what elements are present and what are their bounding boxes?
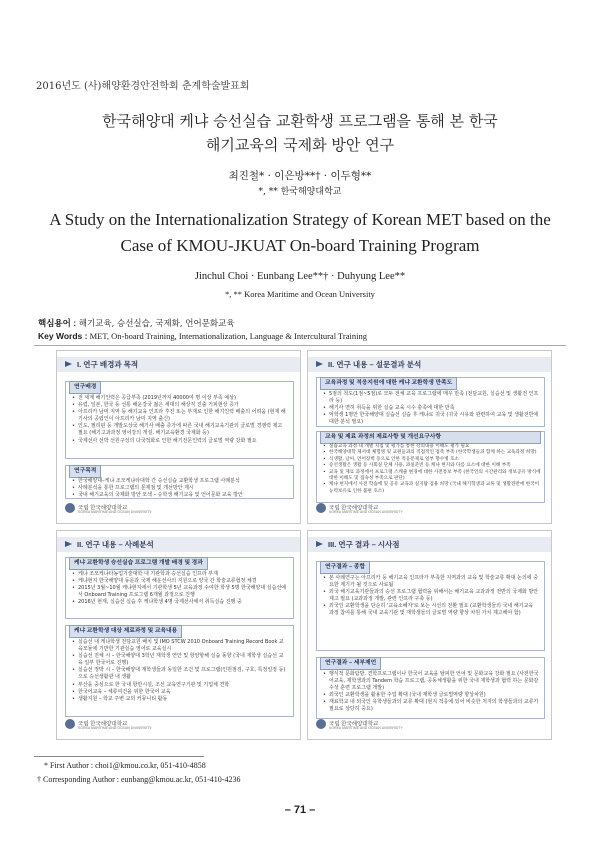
korean-title-line-1: 한국해양대 케냐 승선실습 교환학생 프로그램을 통해 본 한국 [102,112,498,130]
section-results-summary [316,561,545,651]
list-item: • 실습선 정박 시 – 한국해양대 재학생들과 동일한 조건 및 프로그램(인원점검, 구호, 특정일정 등)으로 승선생활관 내 생활 [72,667,288,681]
university-logo [65,503,152,517]
list-item: • 한국해양대학 제서대 체험병 및 교원들과의 직접적인 접촉 부족 (한국학생들과 함께 하는 교육과정 희망) [323,450,541,456]
section-header: 연구목적 [69,465,101,478]
keywords-english-label: Key Words : [38,331,88,341]
list-item: • 부산을 중심으로 한 국내 항만시설, 조선 교육연구기관 및 기업체 견학 [72,682,288,689]
korean-authors: 최진철* · 이은방**† · 이두형** [228,170,372,182]
keywords-korean-label: 핵심용어 : [38,318,77,328]
list-item: • 외국 해기교육기관들과의 승선 프로그램 협력을 위해서는 해기교육 교과과정 전반의 국제화 방안 제고 필요 (교과과정 개발, 관련 인프라 구축 등) [323,589,539,603]
english-authors: Jinchul Choi · Eunbang Lee**† · Duhyung Lee** [194,271,406,282]
logo-text: 국립 한국해양대학교 [78,721,128,728]
keywords-korean-text: 해기교육, 승선실습, 국제화, 언어문화교육 [78,319,235,329]
section-header: 연구결과 – 세부제언 [320,657,381,670]
logo-text: 국립 한국해양대학교 [329,721,379,728]
list-item: • 생활지원 – 학교 주변 교외 커뮤니티 활동 [72,696,288,703]
keywords-english-text: MET, On-board Training, Internationalization, Language & Intercultural Training [89,331,368,341]
university-logo [316,503,403,517]
section-header: 연구결과 – 종합 [320,561,370,574]
section-satisfaction [316,377,545,427]
logo-subtext: KOREA MARITIME AND OCEAN UNIVERSITY [329,726,403,730]
footnote-corresponding-author: † Corresponding Author : eunbang@kmou.ac.kr, 051-410-4236 [37,775,241,784]
keywords-korean [38,317,235,329]
list-item: • 외국인 교환학생을 활용한 수업 확대 (국내 재학생 글로벌역량 향상차원) [323,692,539,699]
logo-subtext: KOREA MARITIME AND OCEAN UNIVERSITY [78,510,152,514]
bullet-list [323,391,539,426]
conference-header: 2016년도 (사)해양환경안전학회 춘계학술발표회 [36,81,250,92]
list-item: • 재료학교 내 외국인 유학생들과의 교류 확대 (현지 적응에 있어 비슷한 처지의 학생들과의 교류가 필요로 상당히 중요) [323,699,539,713]
page-number: – 71 – [284,804,316,816]
university-emblem-icon [316,503,326,513]
poster-title: III. 연구 결과 – 시사점 [308,537,551,552]
bullet-list [323,575,539,618]
poster-title: II. 연구 내용 – 사례분석 [57,537,300,552]
section-header: 케냐 교환학생 대상 제료과정 및 교육내용 [69,625,182,638]
university-emblem-icon [65,503,75,513]
logo-text: 국립 한국해양대학교 [78,505,128,512]
list-item: • 인도, 필리핀 등 개발도상국 해기사 배출 증가에 따른 국내 해기교육기관의 글로벌 경쟁력 제고 필요 (해기고과과정 영어강의 개설, 해기교육환경 국제화 등) [72,423,288,437]
list-item: • 2015년 3월~10월 케냐현지에서 기관학생 5년 교육과정 수여한 학생 5명 한국해양대 실습선에서 Onboard Training 프로그램 6개월 과정으로 진행 [72,585,288,599]
poster-survey-analysis [307,350,552,524]
logo-text: 국립 한국해양대학교 [329,505,379,512]
section-header: 케냐 교환학생 승선실습 프로그램 개발 배경 및 경과 [69,557,208,570]
university-logo [65,719,152,733]
english-title-line-2: Case of KMOU-JKUAT On-board Training Program [120,236,480,255]
poster-case-analysis [56,530,301,740]
list-item: • 한국해양대–케냐 조모케냐타대학 간 승선실습 교환학생 프로그램 사례분석 [72,478,288,485]
section-header: 교육 및 제료 과정의 제료사항 및 개선요구사항 [320,431,541,444]
bullet-list [72,571,288,606]
list-item: • 케냐 조모케냐타농업기술대학 내 기관학과 승선실습 인프라 부재 [72,571,288,578]
list-item: • 행식적 문화탐방, 견학프로그램이나 한국어 교육을 탈피한 언어 및 문화교육 강화 필요 (사전한국어교육, 재학생과의 Tandem 학습 프로그램, 공동체생활을 위한 국내 재학생과 협력 하는 문화감수성 훈련 프로그램 개발) [323,671,539,692]
university-emblem-icon [65,719,75,729]
list-item: • 외국인 교환학생을 단순히 '교육소혜자'로 보는 시선의 전환 필요 (교환학생들의 국내 해기교육 과정 참여를 통해 국내 교육기관 및 재학생들의 글로벌 역량 향상 차원 가치 제고해야 함) [323,603,539,617]
section-research-purpose [65,465,294,499]
list-item: • 승선생활은 생활 등 사회실 단체 사용, 과실준빈 등 케냐 현지와 다름 요소에 대한 이해 부족 [323,463,541,469]
poster-background-purpose [56,350,301,524]
keywords-english [38,331,367,341]
list-item: • 한국어교육 – 체류여건을 위한 한국어 교육 [72,689,288,696]
university-logo [316,719,403,733]
korean-affiliation: *, ** 한국해양대학교 [258,187,342,197]
poster-title: II. 연구 내용 – 설문결과 분석 [308,357,551,372]
footnote-first-author: * First Author : choi1@kmou.co.kr, 051-410-4858 [44,761,206,770]
list-item: • 유럽, 일본, 한국 등 선통 해운강국 젊은 세대의 해상직 진출 기피현상 증가 [72,402,288,409]
list-item: • 사례분석을 통한 프로그램의 문제점 및 개선방안 제시 [72,485,288,492]
bullet-list [72,639,288,703]
list-item: • 국제선사 선박 선원구성의 다국적화로 인한 해기전문인력의 글로벌 역량 강화 필요 [72,438,288,445]
list-item: • 5점의 척도(1점~5점)로 모두 전체 교육 프로그램에 매우 만족 (전담교원, 실습선 및 생활전 인프라 등) [323,391,539,405]
footnote-divider [34,756,204,757]
list-item: • 실습교육 과정 내 개별 지침 및 평가를 통한 강의내용 이해도 평가 필요 [323,444,541,450]
poster-title: I. 연구 배경과 목적 [57,357,300,372]
list-item: • 실습선 전체 시 – 한국해양대 3학년 재학생 연안 및 항양항해 실습 동향 (국내 재학생 실습선 교육 일부 한국어로 진행) [72,653,288,667]
list-item: • 본 사례연구는 아프리카 등 해기교육 인프라가 부족한 지역과의 교육 및 학술교류 확대 논의에 중요한 계기가 될 것으로 사료됨 [323,575,539,589]
university-emblem-icon [316,719,326,729]
list-item: • 식생활, 날씨, 언어장벽 등으로 인한 적응문제로 일부 향수병 호소 [323,457,541,463]
list-item: • 교육 및 제료 과정에서 프로그램 스케줄 변경에 대한 사전통보 부족 (한국인의 시간관리와 정보공유 방식에 대한 이해도 및 접속성 부족으로 판단) [323,470,541,483]
list-item: • 국내 해기교육의 국제화 방안 모색 – 승학생 해기교육 및 언어문화 교육 방안 [72,492,288,499]
section-program-background [65,557,294,619]
section-header: 교육과정 및 적응지원에 대한 케냐 교환학생 만족도 [320,377,457,390]
bullet-list [72,395,288,445]
list-item: • 케냐 현지에서 사전 학습에 및 공유 교육과 실지탐 겸용 희망 (국내 해기학생과 교류 및 생활전반에 한국어능력보유로 인한 불편 호소) [323,482,541,495]
bullet-list [323,444,541,495]
section-curriculum [65,625,294,717]
list-item: • 해기사 면허 취득을 위한 실습 교육 시수 충족에 대한 만족 [323,405,539,412]
list-item: • 케냐현지 한국해양대 동문과 국제 해운선사의 지원으로 양국 간 학술교류협정 체결 [72,578,288,585]
logo-subtext: KOREA MARITIME AND OCEAN UNIVERSITY [78,726,152,730]
poster-results-implications [307,530,552,740]
list-item: • 실습선 내 케냐학생 전담교원 배치 및 IMO STCW 2010 Onboard Training Record Book 교육모듈에 기반한 기관실습 영어로 교육실시 [72,639,288,653]
bullet-list [72,478,288,499]
list-item: • 억학생 1명만 한국해양대 실습선 실습 후 케냐로 귀국 (귀국 시유와 관련하여 교육 및 생활전반에 대한 분석 필요) [323,412,539,426]
divider [34,345,566,346]
bullet-list [323,671,539,714]
korean-title-line-2: 해기교육의 국제화 방안 연구 [205,136,395,154]
list-item: • 전 세계 해기인력은 공급부족 (2019년까지 40000여 명 이상 부족 예상) [72,395,288,402]
section-detailed-recommendations [316,657,545,719]
list-item: • 아프리카 남미 지역 등 해기교육 인프라 후진 또는 부재로 인한 해기인력 배출의 어려움 (현재 해기사의 공립인이 아프리카 남미 지역 출신) [72,409,288,423]
section-research-background [65,381,294,459]
section-header: 연구배경 [69,381,101,394]
english-affiliation: *, ** Korea Maritime and Ocean University [225,289,375,299]
section-improvements [316,431,545,503]
english-title-line-1: A Study on the Internationalization Strategy of Korean MET based on the [49,210,551,229]
logo-subtext: KOREA MARITIME AND OCEAN UNIVERSITY [329,510,403,514]
list-item: • 2016년 현재, 실습선 실습 후 케냐학생 4명 국제선사에서 취득실습 진행 중 [72,599,288,606]
